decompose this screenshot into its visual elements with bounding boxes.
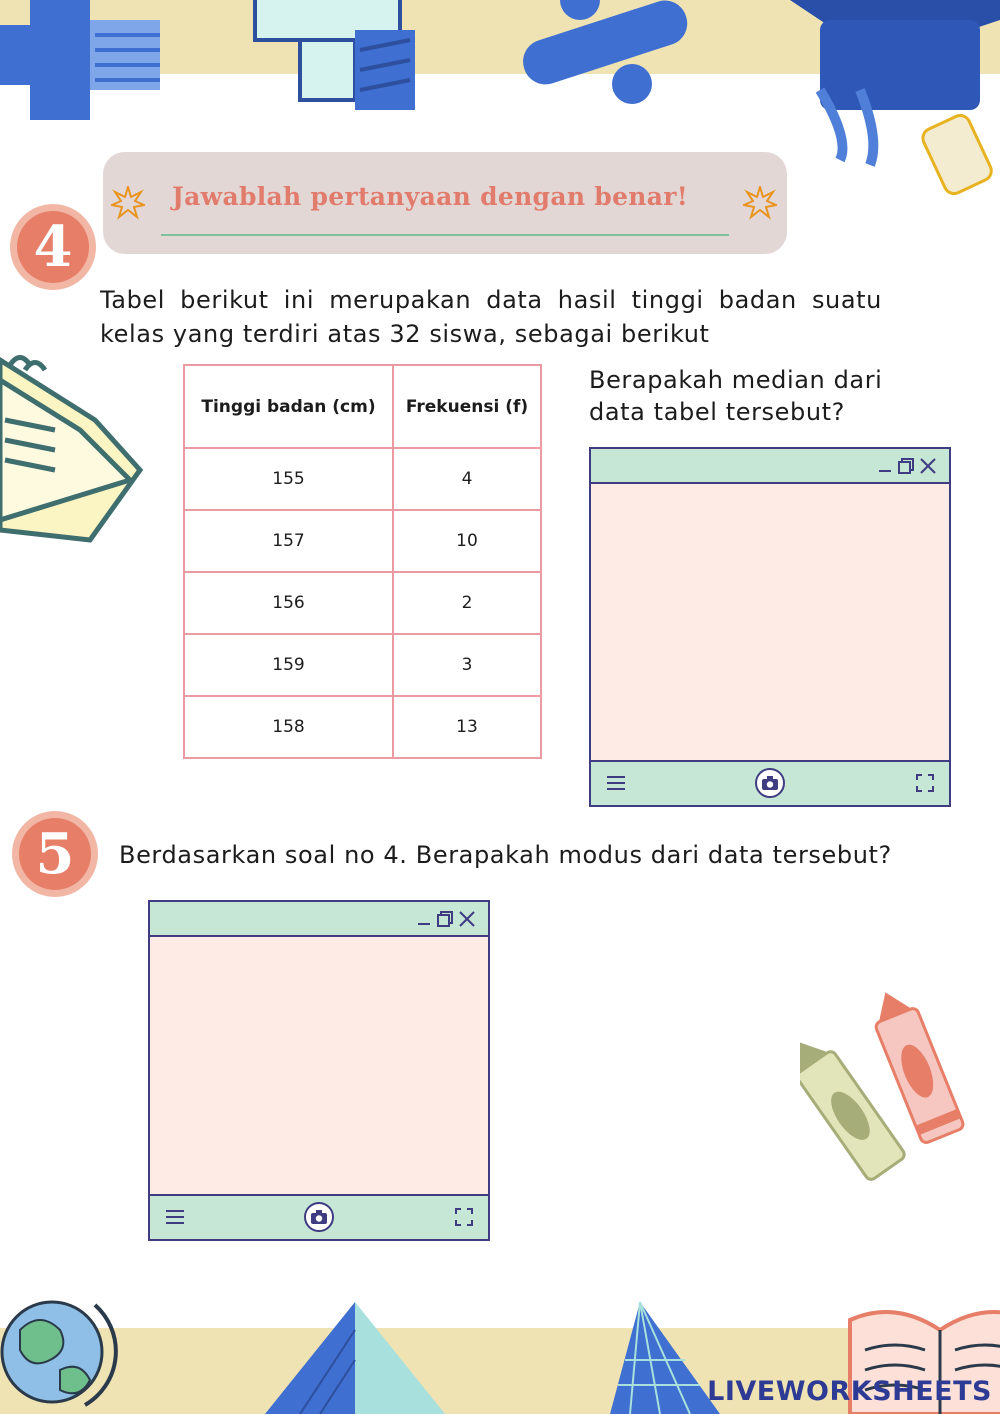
window-controls-icon [414, 908, 482, 930]
question-4-prompt: Berapakah median dari data tabel tersebut? [589, 366, 883, 426]
cell-frequency: 2 [393, 572, 541, 634]
answer-box-4-footer [591, 760, 949, 805]
crayons-decoration-icon [800, 990, 980, 1190]
question-4-intro: Tabel berikut ini merupakan data hasil tinggi badan suatu kelas yang terdiri atas 32 siswa, sebagai berikut [100, 286, 882, 348]
percent-sign-icon [517, 0, 693, 104]
liveworksheets-watermark: LIVEWORKSHEETS [707, 1376, 992, 1407]
cell-frequency: 3 [393, 634, 541, 696]
cell-height: 157 [184, 510, 393, 572]
cell-frequency: 4 [393, 448, 541, 510]
globe-icon [2, 1302, 116, 1405]
fullscreen-icon[interactable] [454, 1207, 474, 1227]
question-4-number: 4 [17, 211, 89, 283]
height-frequency-table [183, 364, 542, 759]
table-row [184, 696, 541, 758]
cone-icon [610, 1302, 720, 1414]
plus-sign-icon [0, 0, 160, 120]
answer-box-4[interactable] [589, 447, 951, 807]
answer-box-5-footer [150, 1194, 488, 1239]
sparkle-right-icon [743, 186, 777, 220]
table-row [184, 572, 541, 634]
header-height: Tinggi badan (cm) [184, 365, 393, 448]
table-row [184, 510, 541, 572]
table-row [184, 634, 541, 696]
camera-button[interactable] [755, 768, 785, 798]
window-controls-icon [875, 455, 943, 477]
title-underline [161, 234, 729, 236]
answer-box-4-titlebar [591, 449, 949, 484]
sparkle-left-icon [111, 186, 145, 220]
camera-icon [761, 775, 779, 791]
fullscreen-icon[interactable] [915, 773, 935, 793]
question-4-badge [10, 204, 96, 290]
header-frequency: Frekuensi (f) [393, 365, 541, 448]
table-header-row [184, 365, 541, 448]
answer-box-5[interactable] [148, 900, 490, 1241]
question-5-badge [12, 811, 98, 897]
cell-frequency: 13 [393, 696, 541, 758]
answer-box-5-titlebar [150, 902, 488, 937]
cross-sign-icon [255, 0, 415, 110]
cell-height: 158 [184, 696, 393, 758]
menu-icon[interactable] [164, 1208, 186, 1226]
menu-icon[interactable] [605, 774, 627, 792]
cell-frequency: 10 [393, 510, 541, 572]
pyramid-icon [265, 1302, 445, 1414]
cell-height: 156 [184, 572, 393, 634]
camera-icon [310, 1209, 328, 1225]
camera-button[interactable] [304, 1202, 334, 1232]
question-5-number: 5 [19, 818, 91, 890]
cell-height: 159 [184, 634, 393, 696]
table-row [184, 448, 541, 510]
cell-height: 155 [184, 448, 393, 510]
question-5-prompt: Berdasarkan soal no 4. Berapakah modus dari data tersebut? [119, 841, 892, 869]
notepad-decoration-icon [0, 350, 160, 550]
graduation-cap-icon [790, 0, 1000, 197]
instruction-title: Jawablah pertanyaan dengan benar! [172, 182, 689, 211]
